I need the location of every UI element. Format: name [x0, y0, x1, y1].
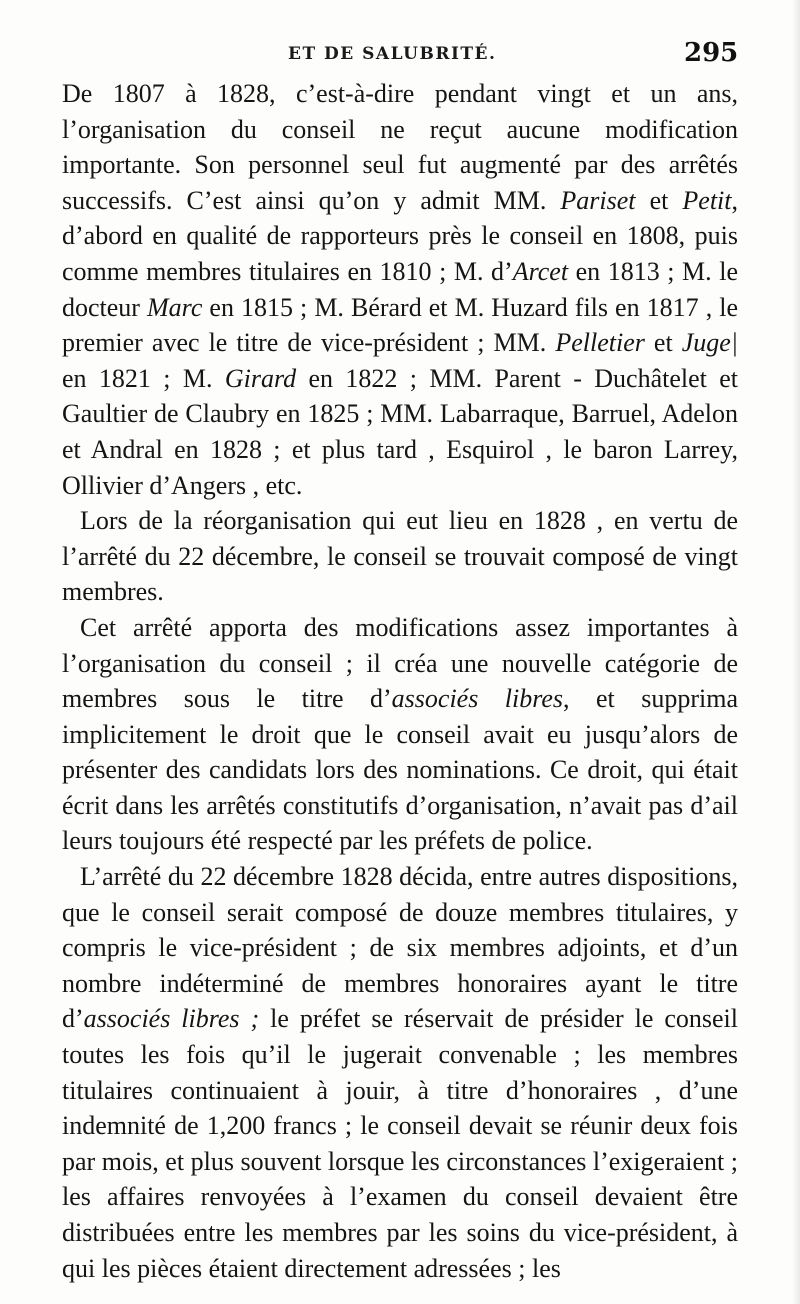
- text-run: , d’abord en qualité de rapporteurs près le conseil en 1808, puis comme membres titulaires en 1810 ; M. d’: [62, 185, 745, 286]
- page-header: [0, 32, 800, 72]
- text-run: en 1815 ; M. Bérard et M. Huzard fils en 1817 , le premier avec le titre de vice-président ; MM.: [62, 292, 745, 358]
- italic-name: Marc: [147, 292, 203, 322]
- italic-name: Pelletier: [555, 328, 645, 358]
- text-run: Cet arrêté apporta des modifications assez importantes à l’organisation du conseil ; il créa une nouvelle catégorie de membres sous le titre d’: [62, 612, 745, 714]
- body-text: [62, 76, 745, 1286]
- running-head: ET DE SALUBRITÉ.: [288, 44, 497, 64]
- text-run: L’arrêté du 22 décembre 1828 décida, entre autres dispositions, que le conseil serait composé de douze membres titulaires, y compris le vice-président ; de six membres adjoints, et d’un nombre indéterminé de membres honoraires ayant le titre d’: [62, 862, 745, 1034]
- text-run: en 1822 ; MM. Parent - Duchâtelet et Gaultier de Claubry en 1825 ; MM. Labarraque, Barruel, Adelon et Andral en 1828 ; et plus tard , Esquirol , le baron Larrey, Ollivier d’Angers , etc.: [62, 363, 745, 500]
- text-run: en 1813 ; M. le docteur: [62, 256, 745, 322]
- page-number: 295: [684, 38, 739, 68]
- italic-name: Pariset: [560, 185, 636, 215]
- italic-name: Arcet: [512, 256, 569, 286]
- paragraph-3: [62, 610, 745, 859]
- text-run: , et supprima implicitement le droit que le conseil avait eu jusqu’alors de présenter des candidats lors des nominations. Ce droit, qui était écrit dans les arrêtés constitutifs d’organisation, n’avait pas d’ail leurs toujours été respecté par les préfets de police.: [62, 684, 745, 856]
- text-run: en 1821 ; M.: [62, 328, 745, 393]
- italic-name: Juge|: [681, 328, 738, 358]
- paragraph-2: Lors de la réorganisation qui eut lieu en 1828 , en vertu de l’arrêté du 22 décembre, le conseil se trouvait composé de vingt membres.: [62, 506, 738, 607]
- paragraph-4: [62, 859, 745, 1286]
- text-run: le préfet se réservait de présider le conseil toutes les fois qu’il le jugerait convenable ; les membres titulaires continuaient à jouir, à titre d’honoraires , d’une indemnité de 1,200 francs ; le conseil devait se réunir deux fois par mois, et plus souvent lorsque les circonstances l’exigeraient ; les affaires renvoyées à l’examen du conseil devaient être distribuées entre les membres par les soins du vice-président, à qui les pièces étaient directement adressées ; les: [62, 1004, 745, 1283]
- italic-term: associés libres: [391, 684, 564, 714]
- page-edge-shadow: [792, 0, 800, 1304]
- text-run: et: [635, 185, 683, 215]
- text-run: De 1807 à 1828, c’est-à-dire pendant vingt et un ans, l’organisation du conseil ne reçut aucune modification importante. Son personnel seul fut augmenté par des arrêtés successifs. C’est ainsi qu’on y admit MM.: [62, 79, 745, 215]
- italic-name: Girard: [224, 363, 297, 393]
- italic-name: Petit: [682, 185, 732, 215]
- paragraph-1: [62, 76, 745, 503]
- italic-term: associés libres ;: [83, 1004, 260, 1034]
- text-run: et: [644, 328, 682, 358]
